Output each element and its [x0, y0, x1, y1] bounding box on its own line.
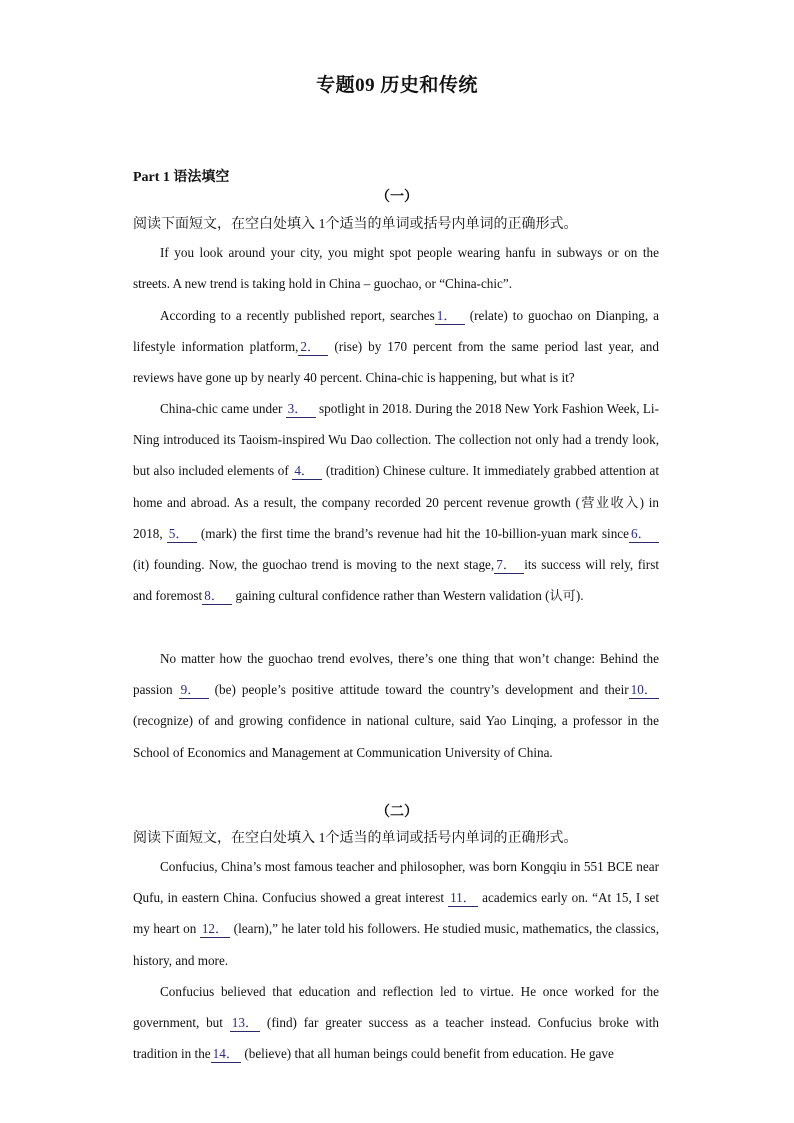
paragraph-text: (tradition) Chinese culture. It immediately grabbed attention at home and abroad. As a result, the company recorded 20 percent revenue growth (营业收入) in 2018, [133, 463, 659, 541]
answer-blank[interactable]: 2． [298, 339, 328, 356]
paragraph-text: (find) far greater success as a teacher instead. Confucius broke with tradition in the [133, 1015, 660, 1062]
section-instruction: 阅读下面短文，在空白处填入 1个适当的单词或括号内单词的正确形式。 [133, 831, 578, 846]
section-heading: （二） [376, 805, 418, 820]
answer-blank[interactable]: 5． [167, 526, 197, 543]
answer-blank[interactable]: 9． [179, 682, 209, 699]
paragraph-text: (rise) by 170 percent from the same period last year, and reviews have gone up by nearly 40 percent. China-chic is happening, but what is it? [133, 339, 659, 386]
paragraph-text: (learn),” he later told his followers. He studied music, mathematics, the classics, history, and more. [133, 921, 659, 968]
paragraph-text: (relate) to guochao on Dianping, a lifestyle information platform, [133, 308, 659, 355]
paragraph-text: (recognize) of and growing confidence in national culture, said Yao Linqing, a professor in the School of Economics and Management at Communication University of China. [133, 713, 659, 760]
answer-blank[interactable]: 7． [494, 557, 524, 574]
answer-blank[interactable]: 14． [212, 1046, 240, 1062]
paragraph-text: (mark) the first time the brand’s revenue had hit the 10-billion-yuan mark since [196, 525, 629, 541]
answer-blank[interactable]: 8． [202, 588, 232, 605]
paragraph-text: If you look around your city, you might spot people wearing hanfu in subways or on the streets. A new trend is taking hold in China – guochao, or “China-chic”. [133, 245, 659, 292]
answer-blank[interactable]: 13． [231, 1015, 259, 1031]
paragraph [133, 851, 659, 976]
paragraph-text: its success will rely, first and foremost [133, 557, 659, 604]
paragraph [133, 393, 659, 611]
paragraph-text: (believe) that all human beings could benefit from education. He gave [241, 1046, 614, 1062]
answer-blank[interactable]: 1． [435, 308, 465, 325]
paragraph-text: China-chic came under [160, 401, 286, 416]
paragraph [133, 976, 659, 1070]
section-heading: （一） [376, 190, 418, 205]
paragraph-text: academics early on. “At 15, I set my heart on [133, 890, 659, 937]
paragraph [133, 643, 659, 768]
paragraph-text: (it) founding. Now, the guochao trend is moving to the next stage, [133, 557, 495, 573]
paragraph-text: No matter how the guochao trend evolves, there’s one thing that won’t change: Behind the passion [133, 651, 659, 698]
paragraph-text: Confucius, China’s most famous teacher and philosopher, was born Kongqiu in 551 BCE near Qufu, in eastern China. Confucius showed a great interest [133, 859, 659, 906]
paragraph-text: spotlight in 2018. During the 2018 New York Fashion Week, Li-Ning introduced its Taoism-inspired Wu Dao collection. The collection not only had a trendy look, but also included elements of [133, 401, 659, 479]
paragraph-text: According to a recently published report, searches [160, 308, 435, 323]
paragraph-text: gaining cultural confidence rather than Western validation (认可). [232, 588, 584, 604]
paragraph-text: Confucius believed that education and reflection led to virtue. He once worked for the government, but [133, 984, 659, 1031]
paragraph-text: (be) people’s positive attitude toward the country’s development and their [208, 682, 629, 698]
paragraph [133, 237, 659, 299]
answer-blank[interactable]: 11． [448, 890, 478, 907]
answer-blank[interactable]: 12． [201, 921, 229, 937]
page-title: 专题09 历史和传统 [316, 75, 478, 96]
answer-blank[interactable]: 4． [292, 463, 322, 480]
answer-blank[interactable]: 10． [630, 682, 657, 698]
part-heading: Part 1 语法填空 [133, 170, 230, 185]
section-instruction: 阅读下面短文，在空白处填入 1个适当的单词或括号内单词的正确形式。 [133, 217, 578, 232]
answer-blank[interactable]: 3． [286, 401, 316, 418]
paragraph [133, 300, 659, 394]
answer-blank[interactable]: 6． [629, 526, 659, 543]
